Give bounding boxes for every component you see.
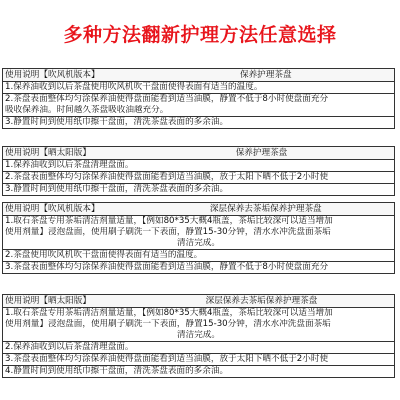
step-row	[3, 366, 394, 377]
section-header	[3, 203, 394, 216]
step-text: 使用剂量】浸泡盘面，使用刷子刷洗一下表面，静置15-30分钟，清水水冲洗盘面茶垢	[5, 227, 331, 237]
step-row	[3, 184, 394, 195]
section-tag: 使用说明【吹风机版本】	[5, 70, 100, 80]
step-text: 吸收保养油。时间越久茶盘吸收油越充分。	[5, 105, 169, 115]
step-text: 清洁完成。	[177, 238, 220, 248]
step-row	[3, 250, 394, 262]
step-text: 2.茶盘表面整体均匀涂保养油使得盘面能看到适当油膜，放于太阳下晒不低于2小时使	[5, 172, 329, 182]
step-text: 1.取石茶盘专用茶垢清洁剂量适量，【例如80*35大概4瓶盖，茶垢比较深可以适当增加	[5, 216, 333, 226]
step-row	[3, 172, 394, 184]
step-text: 使用剂量】浸泡盘面，使用刷子刷洗一下表面，静置15-30分钟，清水水冲洗盘面茶垢	[5, 319, 331, 329]
step-row	[3, 117, 394, 128]
step-row	[3, 82, 394, 94]
step-text: 3.静置时间到使用纸巾擦干盘面，清洗茶盘表面的多余油。	[5, 184, 229, 194]
step-text: 3.静置时间到使用纸巾擦干盘面，清洗茶盘表面的多余油。	[5, 117, 229, 127]
step-row	[3, 342, 394, 354]
step-text: 3.茶盘表面整体均匀涂保养油使得盘面能看到适当油膜，放于太阳下晒不低于2小时使	[5, 354, 329, 364]
step-row	[3, 354, 394, 366]
section-tag: 使用说明【晒太阳版】	[5, 296, 91, 306]
page-title: 多种方法翻新护理方法任意选择	[63, 24, 337, 46]
section-heading: 保养护理茶盘	[239, 70, 292, 80]
step-row	[3, 308, 394, 342]
step-text: 1.取石茶盘专用茶垢清洁剂量适量，【例如80*35大概4瓶盖，茶垢比较深可以适当增加	[5, 308, 333, 318]
step-text: 1.保养油收到以后茶盘清理盘面。	[5, 160, 134, 170]
step-row	[3, 262, 394, 273]
step-row	[3, 160, 394, 172]
step-row	[3, 94, 394, 117]
section-blowdryer-deep-clean	[2, 202, 395, 274]
step-text: 3.茶盘表面整体均匀涂保养油使得盘面能看到适当油膜，静置不低于8小时使盘面充分	[5, 262, 329, 272]
section-header	[3, 69, 394, 82]
step-row	[3, 216, 394, 250]
step-text: 2.茶盘表面整体均匀涂保养油使得盘面能看到适当油膜，静置不低于8小时使盘面充分	[5, 94, 329, 104]
section-heading: 深层保养去茶垢保养护理茶盘	[205, 296, 318, 306]
section-blowdryer-care	[2, 68, 395, 129]
step-text: 4.静置时间到使用纸巾擦干盘面，清洗茶盘表面的多余油。	[5, 366, 229, 376]
step-text: 2.茶盘使用吹风机吹干盘面使得表面有适当的温度。	[5, 250, 203, 260]
section-tag: 使用说明【晒太阳版】	[5, 148, 91, 158]
section-sun-care	[2, 146, 395, 196]
step-text: 1.保养油收到以后茶盘使用吹风机吹干盘面使得表面有适当的温度。	[5, 82, 263, 92]
section-tag: 使用说明【吹风机版本】	[5, 204, 100, 214]
step-text: 清洁完成。	[177, 330, 220, 340]
section-heading: 保养护理茶盘	[235, 148, 288, 158]
section-header	[3, 295, 394, 308]
step-text: 2.保养油收到以后茶盘清理盘面。	[5, 342, 134, 352]
section-heading: 深层保养去茶垢保养护理茶盘	[209, 204, 322, 214]
section-header	[3, 147, 394, 160]
section-sun-deep-clean	[2, 294, 395, 378]
